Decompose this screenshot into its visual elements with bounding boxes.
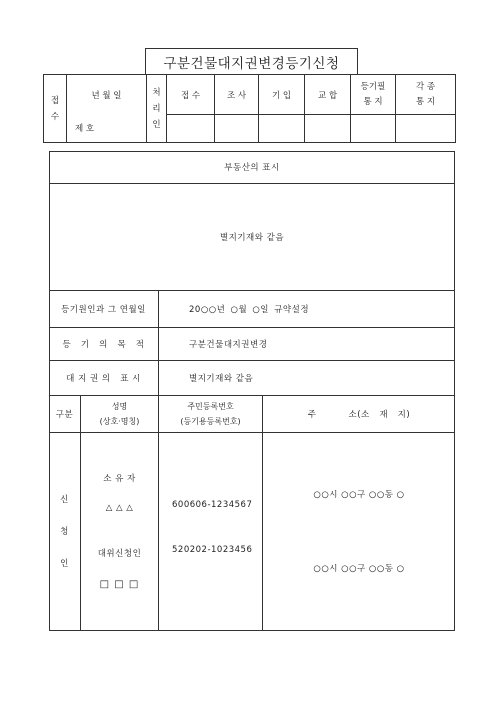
applicant-reg-no: 600606-1234567	[172, 500, 253, 510]
cell-inspect-blank	[215, 115, 259, 143]
cause-label: 등기원인과 그 연월일	[61, 305, 146, 315]
header-reg-no: 주민등록번호 (등기용등록번호)	[180, 402, 241, 426]
col-receipt: 접 수	[167, 75, 215, 115]
form-title: 구분건물대지권변경등기신청	[145, 48, 358, 74]
land-right-value: 별지기재와 같음	[189, 374, 254, 384]
applicant-address: ○○시 ○○구 ○○동 ○	[313, 564, 405, 574]
purpose-label: 등 기 의 목 적	[62, 340, 145, 350]
cell-registration-notice-blank	[351, 115, 396, 143]
property-header: 부동산의 표시	[49, 151, 455, 184]
purpose-value: 구분건물대지권변경	[189, 340, 268, 350]
col-various-notice: 각 종 통 지	[396, 75, 456, 115]
process-seal-label: 처 리 인	[147, 75, 167, 143]
applicant-address: ○○시 ○○구 ○○동 ○	[313, 490, 405, 500]
land-right-label: 대 지 권 의 표 시	[66, 374, 141, 384]
cell-entry-blank	[259, 115, 305, 143]
cell-proofread-blank	[305, 115, 351, 143]
receipt-date-label: 년 월 일	[67, 75, 147, 115]
col-registration-notice: 등기필 통 지	[351, 75, 396, 115]
header-name: 성명 (상호·명칭)	[99, 402, 140, 426]
receipt-number-label: 제 호	[67, 115, 147, 143]
header-division: 구분	[55, 410, 74, 420]
applicant-role: 대위신청인	[97, 549, 142, 559]
cell-various-notice-blank	[396, 115, 456, 143]
applicant-role: 소 유 자	[103, 474, 136, 484]
header-address: 주 소(소 재 지)	[307, 410, 411, 420]
applicant-reg-no: 520202-1023456	[172, 545, 253, 555]
col-proofread: 교 합	[305, 75, 351, 115]
receipt-label: 접 수	[44, 75, 67, 143]
property-content: 별지기재와 같음	[49, 184, 455, 291]
receipt-table	[43, 74, 456, 143]
col-inspect: 조 사	[215, 75, 259, 115]
col-entry: 기 입	[259, 75, 305, 115]
cause-value: 20○○년 ○월 ○일 규약설정	[189, 305, 310, 315]
applicant-name: △ △ △	[105, 503, 134, 513]
row-divider	[49, 432, 455, 433]
applicant-name: □ □ □	[99, 578, 140, 590]
applicant-section-label: 신 청 인	[60, 495, 69, 569]
cell-receipt-blank	[167, 115, 215, 143]
